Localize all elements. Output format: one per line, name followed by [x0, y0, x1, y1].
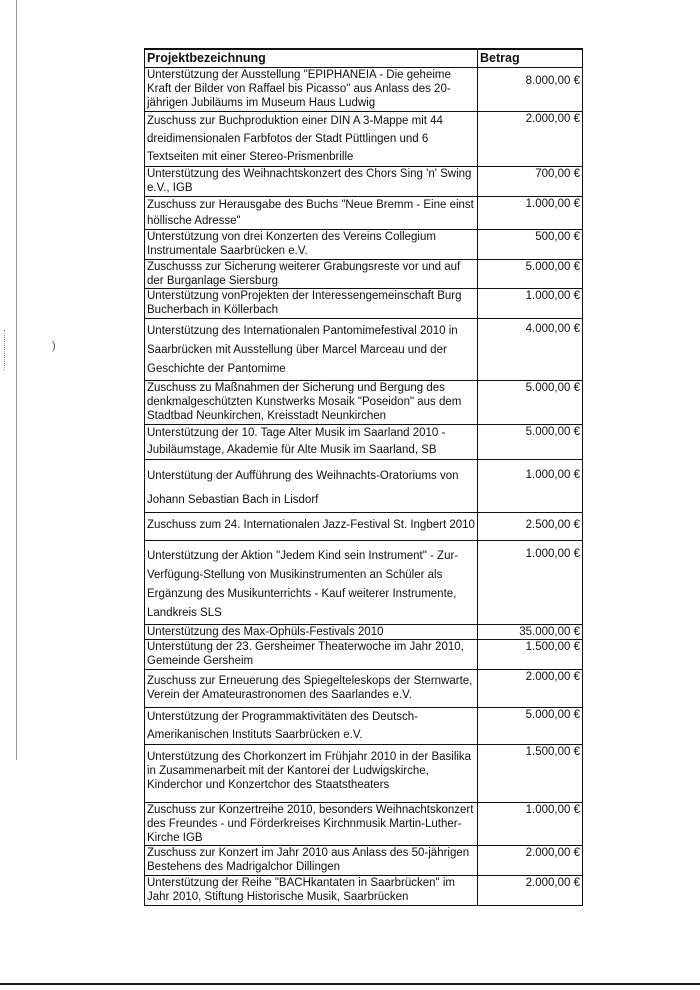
row-amount: 2.500,00 € [478, 513, 583, 541]
table-row [145, 541, 583, 625]
row-amount: 5.000,00 € [478, 260, 583, 289]
table-row [145, 289, 583, 319]
table-row [145, 230, 583, 260]
row-amount: 2.000,00 € [478, 846, 583, 876]
row-description: Unterstützung der Programmaktivitäten des Deutsch-Amerikanischen Instituts Saarbrücken e.V. [145, 708, 478, 745]
row-description: Unterstütung der 23. Gersheimer Theaterwoche im Jahr 2010, Gemeinde Gersheim [145, 640, 478, 670]
scan-edge-line [16, 0, 17, 760]
row-amount: 1.000,00 € [478, 197, 583, 230]
table-row [145, 876, 583, 906]
row-description: Unterstützung des Internationalen Pantomimefestival 2010 in Saarbrücken mit Ausstellung über Marcel Marceau und der Geschichte der Pantomime [145, 319, 478, 381]
row-description: Unterstützung der Ausstellung "EPIPHANEIA - Die geheime Kraft der Bilder von Raffael bis Picasso" aus Anlass des 20-jährigen Jubiläums im Museum Haus Ludwig [145, 68, 478, 112]
row-amount: 1.000,00 € [478, 803, 583, 846]
row-description: Zuschuss zum 24. Internationalen Jazz-Festival St. Ingbert 2010 [145, 513, 478, 541]
row-amount: 1.000,00 € [478, 541, 583, 625]
table-row [145, 640, 583, 670]
row-description: Zuschuss zur Konzertreihe 2010, besonders Weihnachtskonzert des Freundes - und Förderkreises Kirchnmusik Martin-Luther-Kirche IGB [145, 803, 478, 846]
row-amount: 700,00 € [478, 167, 583, 197]
table-row [145, 625, 583, 640]
table-row [145, 381, 583, 425]
row-amount-value: 8.000,00 € [525, 75, 580, 87]
table-header-row [145, 49, 583, 68]
row-description: Unterstützung vonProjekten der Interessengemeinschaft Burg Bucherbach in Köllerbach [145, 289, 478, 319]
table-row [145, 460, 583, 513]
row-amount: 1.500,00 € [478, 640, 583, 670]
row-description: Unterstützung des Weihnachtskonzert des Chors Sing 'n' Swing e.V., IGB [145, 167, 478, 197]
row-description: Unterstützung des Max-Ophüls-Festivals 2010 [145, 625, 478, 640]
row-amount: 1.000,00 € [478, 289, 583, 319]
table-row [145, 708, 583, 745]
row-description: Unterstützung des Chorkonzert im Frühjahr 2010 in der Basilika in Zusammenarbeit mit der Kantorei der Ludwigskirche, Kinderchor und Konzertchor des Staatstheaters [145, 745, 478, 803]
row-amount: 4.000,00 € [478, 319, 583, 381]
table-row [145, 260, 583, 289]
table-row [145, 319, 583, 381]
row-amount: 5.000,00 € [478, 708, 583, 745]
row-description: Zuschusss zur Sicherung weiterer Grabungsreste vor und auf der Burganlage Siersburg [145, 260, 478, 289]
table-row [145, 68, 583, 112]
table-row [145, 425, 583, 460]
row-amount: 2.000,00 € [478, 670, 583, 708]
header-project: Projektbezeichnung [145, 49, 478, 68]
table-row [145, 745, 583, 803]
table-row [145, 803, 583, 846]
row-description: Unterstützung der 10. Tage Alter Musik im Saarland 2010 - Jubiläumstage, Akademie für Alte Musik im Saarland, SB [145, 425, 478, 460]
row-description: Zuschuss zur Herausgabe des Buchs "Neue Bremm - Eine einst höllische Adresse" [145, 197, 478, 230]
table-row [145, 670, 583, 708]
table-row [145, 513, 583, 541]
row-amount: 2.000,00 € [478, 876, 583, 906]
row-amount: 5.000,00 € [478, 425, 583, 460]
row-description: Unterstützung der Aktion "Jedem Kind sein Instrument" - Zur-Verfügung-Stellung von Musikinstrumenten an Schüler als Ergänzung des Musikunterrichts - Kauf weiterer Instrumente, Landkreis SLS [145, 541, 478, 625]
scan-bottom-edge [0, 983, 700, 985]
row-description: Unterstützung von drei Konzerten des Vereins Collegium Instrumentale Saarbrücken e.V. [145, 230, 478, 260]
funding-table [144, 48, 583, 906]
table-row [145, 112, 583, 167]
row-amount [478, 68, 583, 112]
header-amount: Betrag [478, 49, 583, 68]
row-amount: 5.000,00 € [478, 381, 583, 425]
row-amount: 35.000,00 € [478, 625, 583, 640]
scan-margin-mark: ) [52, 340, 56, 352]
row-amount: 2.000,00 € [478, 112, 583, 167]
table-row [145, 846, 583, 876]
row-description: Unterstütung der Aufführung des Weihnachts-Oratoriums von Johann Sebastian Bach in Lisdorf [145, 460, 478, 513]
row-amount: 1.000,00 € [478, 460, 583, 513]
row-description: Zuschuss zu Maßnahmen der Sicherung und Bergung des denkmalgeschützten Kunstwerks Mosaik "Poseidon" aus dem Stadtbad Neunkirchen, Kreisstadt Neunkirchen [145, 381, 478, 425]
row-description: Unterstützung der Reihe "BACHkantaten in Saarbrücken" im Jahr 2010, Stiftung Historische Musik, Saarbrücken [145, 876, 478, 906]
row-amount: 1.500,00 € [478, 745, 583, 803]
table-row [145, 197, 583, 230]
table-row [145, 167, 583, 197]
row-description: Zuschuss zur Konzert im Jahr 2010 aus Anlass des 50-jährigen Bestehens des Madrigalchor Dillingen [145, 846, 478, 876]
row-description: Zuschuss zur Buchproduktion einer DIN A 3-Mappe mit 44 dreidimensionalen Farbfotos der Stadt Püttlingen und 6 Textseiten mit einer Stereo-Prismenbrille [145, 112, 478, 167]
row-amount: 500,00 € [478, 230, 583, 260]
scan-margin-dots [4, 330, 7, 370]
row-description: Zuschuss zur Erneuerung des Spiegelteleskops der Sternwarte, Verein der Amateurastronomen des Saarlandes e.V. [145, 670, 478, 708]
